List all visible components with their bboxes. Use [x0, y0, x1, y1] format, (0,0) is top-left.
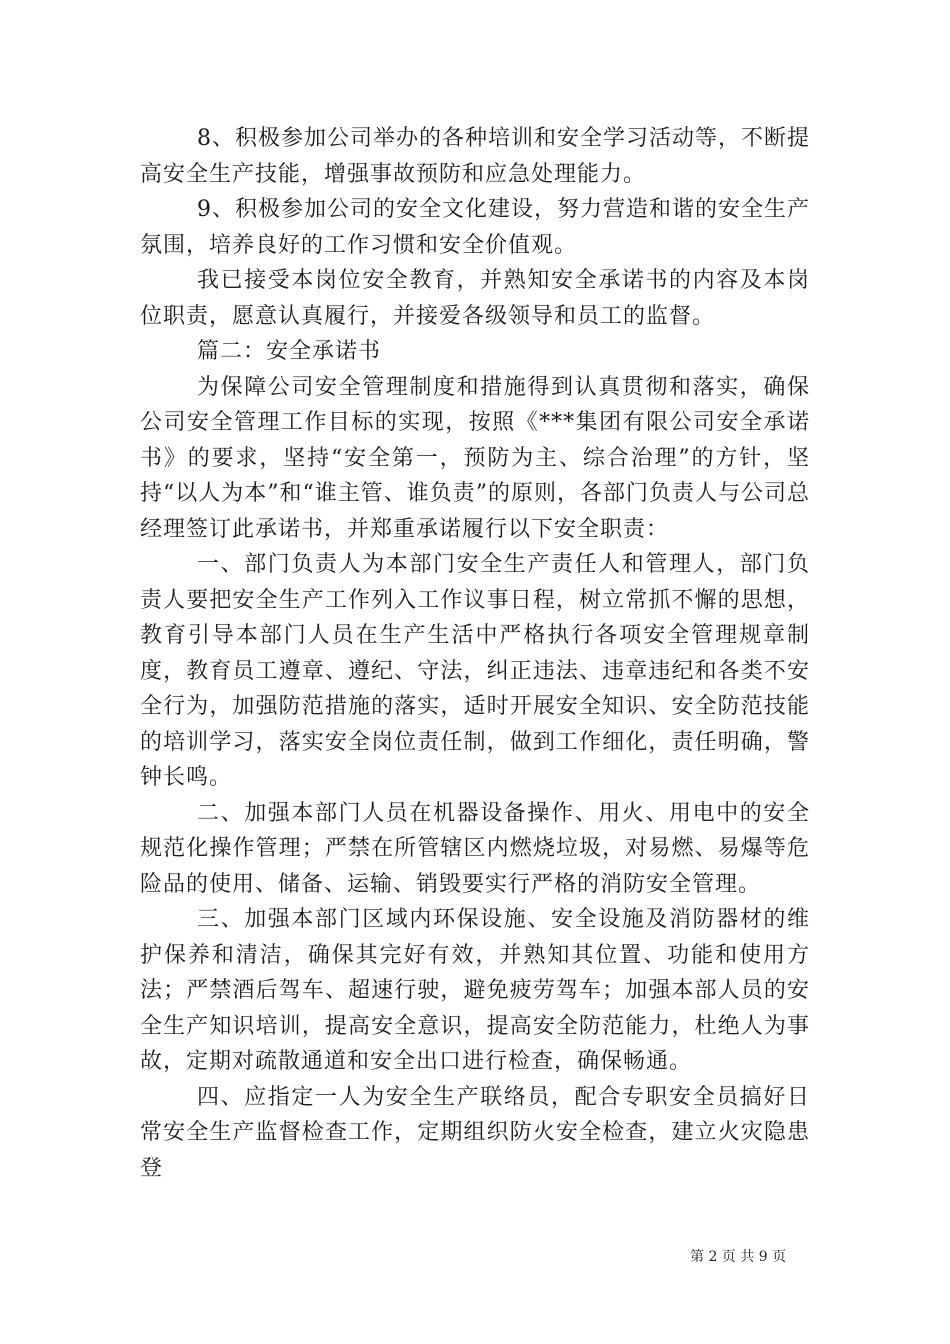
paragraph-clause-4: 四、应指定一人为安全生产联络员，配合专职安全员搞好日常安全生产监督检查工作，定期组织防火安全检查，建立火灾隐患登 [140, 1084, 810, 1181]
paragraph-item-9: 9、积极参加公司的安全文化建设，努力营造和谐的安全生产氛围，培养良好的工作习惯和安全价值观。 [140, 197, 810, 258]
document-body [140, 121, 810, 1186]
paragraph-intro: 为保障公司安全管理制度和措施得到认真贯彻和落实，确保公司安全管理工作目标的实现，按照《***集团有限公司安全承诺书》的要求，坚持“安全第一，预防为主、综合治理”的方针，坚持“以人为本”和“谁主管、谁负责”的原则，各部门负责人与公司总经理签订此承诺书，并郑重承诺履行以下安全职责： [140, 374, 810, 542]
paragraph-clause-3: 三、加强本部门区域内环保设施、安全设施及消防器材的维护保养和清洁，确保其完好有效，并熟知其位置、功能和使用方法；严禁酒后驾车、超速行驶，避免疲劳驾车；加强本部人员的安全生产知识培训，提高安全意识，提高安全防范能力，杜绝人为事故，定期对疏散通道和安全出口进行检查，确保畅通。 [140, 907, 810, 1074]
paragraph-acknowledgement: 我已接受本岗位安全教育，并熟知安全承诺书的内容及本岗位职责，愿意认真履行，并接爱各级领导和员工的监督。 [140, 268, 810, 329]
paragraph-item-8: 8、积极参加公司举办的各种培训和安全学习活动等，不断提高安全生产技能，增强事故预防和应急处理能力。 [140, 126, 810, 187]
paragraph-clause-2: 二、加强本部门人员在机器设备操作、用火、用电中的安全规范化操作管理；严禁在所管辖区内燃烧垃圾，对易燃、易爆等危险品的使用、储备、运输、销毁要实行严格的消防安全管理。 [140, 800, 810, 897]
section-heading: 篇二：安全承诺书 [197, 339, 382, 364]
page-number: 第 2 页 共 9 页 [690, 1249, 787, 1265]
paragraph-clause-1: 一、部门负责人为本部门安全生产责任人和管理人，部门负责人要把安全生产工作列入工作议事日程，树立常抓不懈的思想，教育引导本部门人员在生产生活中严格执行各项安全管理规章制度，教育员工遵章、遵纪、守法，纠正违法、违章违纪和各类不安全行为，加强防范措施的落实，适时开展安全知识、安全防范技能的培训学习，落实安全岗位责任制，做到工作细化，责任明确，警钟长鸣。 [140, 552, 810, 790]
